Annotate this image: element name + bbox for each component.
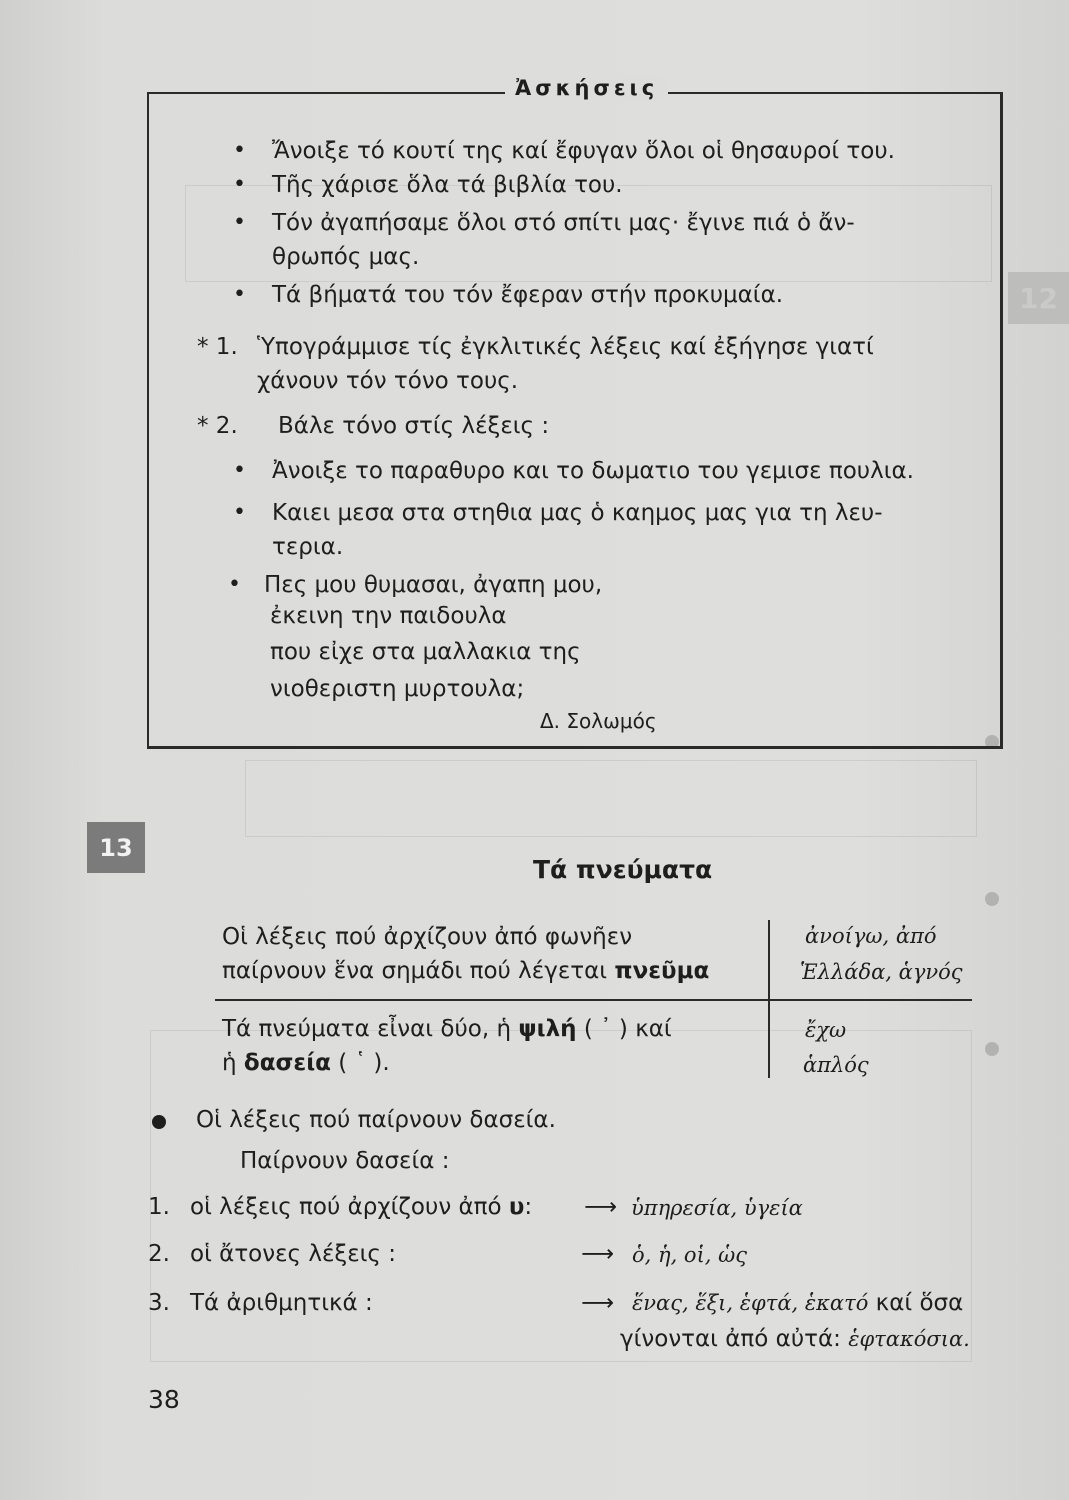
rule-text: Οἱ λέξεις πού ἀρχίζουν ἀπό φωνῆεν xyxy=(222,924,633,950)
bleed-through-bullet xyxy=(985,1042,999,1056)
term-pneuma: πνεῦμα xyxy=(614,958,710,984)
example-words: Ἑλλάδα, ἁγνός xyxy=(800,960,963,984)
bleed-through-bullet xyxy=(985,892,999,906)
rule-examples: ἕνας, ἕξι, ἑφτά, ἑκατό xyxy=(632,1291,869,1315)
bullet-icon: • xyxy=(233,500,246,525)
rule-number: 2. xyxy=(148,1241,170,1267)
term-dasia: δασεία xyxy=(243,1050,331,1076)
dasia-heading: Οἱ λέξεις πού παίρνουν δασεία. xyxy=(196,1107,556,1133)
rule-number: 1. xyxy=(148,1194,170,1220)
rule-text-part: ἡ xyxy=(222,1050,244,1076)
rule-examples: ἑφτακόσια. xyxy=(848,1327,970,1351)
bullet-icon: • xyxy=(233,172,246,197)
letter-ypsilon: υ xyxy=(508,1194,525,1220)
rule-text xyxy=(222,1016,672,1042)
rule-examples-line xyxy=(632,1290,963,1316)
table-divider-horizontal xyxy=(215,999,972,1001)
rule-text-part: Τά πνεύματα εἶναι δύο, ἡ xyxy=(222,1016,519,1042)
rule-examples-line xyxy=(620,1326,970,1352)
rule-item-text: οἱ ἄτονες λέξεις : xyxy=(190,1241,396,1267)
example-words: ἔχω xyxy=(805,1018,847,1042)
exercises-title: Ἀσκήσεις xyxy=(505,76,668,100)
bullet-icon: • xyxy=(233,458,246,483)
poem-line: Πες μου θυμασαι, ἀγαπη μου, xyxy=(264,572,603,598)
rule-item-text: Τά ἀριθμητικά : xyxy=(190,1290,373,1316)
poem-line: ἐκεινη την παιδουλα xyxy=(270,603,507,629)
accent-exercise-sentence-continued: τερια. xyxy=(272,534,344,560)
task-1-text: Ὑπογράμμισε τίς ἐγκλιτικές λέξεις καί ἐξήγησε γιατί xyxy=(257,334,874,360)
exercise-sentence: Τόν ἀγαπήσαμε ὅλοι στό σπίτι μας· ἔγινε πιά ὁ ἄν- xyxy=(272,210,855,236)
arrow-icon: ⟶ xyxy=(584,1194,617,1220)
rule-text-part: ( ῾ ). xyxy=(330,1050,390,1076)
table-divider-vertical xyxy=(768,920,770,1078)
exercise-sentence: Ἄνοιξε τό κουτί της καί ἔφυγαν ὅλοι οἱ θησαυροί του. xyxy=(272,138,895,164)
rule-text-part: ( ᾿ ) καί xyxy=(576,1016,672,1042)
lesson-title: Τά πνεύματα xyxy=(533,855,713,884)
accent-exercise-sentence: Ἀνοιξε το παραθυρο και το δωματιο του γεμισε πουλια. xyxy=(272,458,914,484)
rule-item-part: : xyxy=(524,1194,533,1220)
bullet-icon: • xyxy=(228,572,241,597)
rule-examples-tail: καί ὅσα xyxy=(868,1290,964,1316)
rule-examples: ὁ, ἡ, οἱ, ὡς xyxy=(632,1243,748,1267)
arrow-icon: ⟶ xyxy=(581,1290,614,1316)
bullet-icon xyxy=(152,1115,166,1129)
exercise-sentence-continued: θρωπός μας. xyxy=(272,244,420,270)
rule-number: 3. xyxy=(148,1290,170,1316)
bullet-icon: • xyxy=(233,210,246,235)
exercise-sentence: Τῆς χάρισε ὅλα τά βιβλία του. xyxy=(272,172,623,198)
poem-line: νιοθεριστη μυρτουλα; xyxy=(270,676,525,702)
bullet-icon: • xyxy=(233,138,246,163)
rule-examples-part: γίνονται ἀπό αὐτά: xyxy=(620,1326,849,1352)
rule-text xyxy=(222,958,709,984)
task-2-text: Βάλε τόνο στίς λέξεις : xyxy=(278,413,550,439)
dasia-subheading: Παίρνουν δασεία : xyxy=(240,1148,450,1174)
example-words: ἀνοίγω, ἀπό xyxy=(805,924,937,948)
exercise-sentence: Τά βήματά του τόν ἔφεραν στήν προκυμαία. xyxy=(272,282,784,308)
term-psili: ψιλή xyxy=(518,1016,577,1042)
poem-line: που εἰχε στα μαλλακια της xyxy=(270,639,581,665)
bullet-icon: • xyxy=(233,282,246,307)
rule-text-part: παίρνουν ἕνα σημάδι πού λέγεται xyxy=(222,958,615,984)
rule-text xyxy=(222,1050,390,1076)
lesson-number-tab: 13 xyxy=(87,822,145,873)
page-number: 38 xyxy=(148,1385,180,1414)
rule-item-part: οἱ λέξεις πού ἀρχίζουν ἀπό xyxy=(190,1194,509,1220)
task-1-number: * 1. xyxy=(197,334,238,360)
bleed-through-tab: 12 xyxy=(1008,272,1069,324)
task-1-text-continued: χάνουν τόν τόνο τους. xyxy=(257,368,519,394)
task-2-number: * 2. xyxy=(197,413,238,439)
example-words: ἁπλός xyxy=(803,1053,869,1077)
poem-author: Δ. Σολωμός xyxy=(540,709,657,733)
accent-exercise-sentence: Καιει μεσα στα στηθια μας ὁ καημος μας για τη λευ- xyxy=(272,500,883,526)
rule-item-text xyxy=(190,1194,532,1220)
rule-examples: ὑπηρεσία, ὑγεία xyxy=(631,1196,803,1220)
bleed-through-box xyxy=(245,760,977,837)
arrow-icon: ⟶ xyxy=(581,1241,614,1267)
